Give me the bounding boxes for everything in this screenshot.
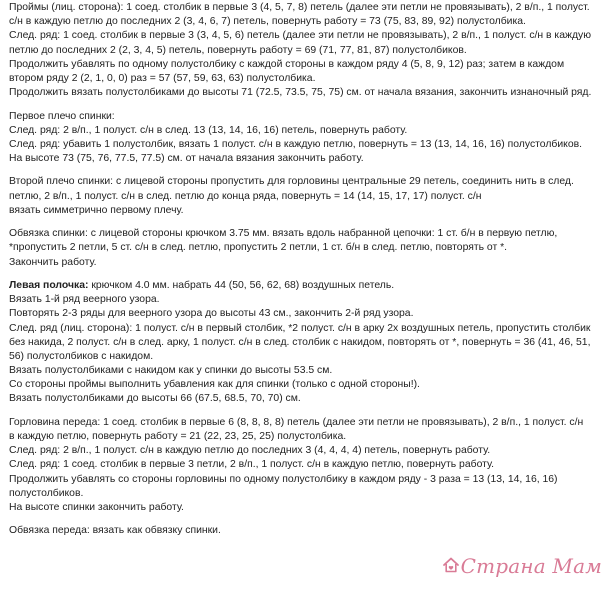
text-line: Вязать 1-й ряд веерного узора. (9, 294, 160, 306)
text-line: Продолжить вязать полустолбиками до высоты 71 (72.5, 73.5, 75, 75) см. от начала вязания, закончить изнаночный ряд. (9, 87, 592, 99)
paragraph-front-edging (9, 524, 607, 538)
text-line: След. ряд: убавить 1 полустолбик, вязать 1 полуст. с/н в каждую петлю, повернуть = 13 (13, 14, 16, 16) полустолбиков. (9, 138, 583, 150)
paragraph-gap (9, 407, 607, 416)
document-body (9, 1, 607, 539)
text-line: Первое плечо спинки: (9, 110, 115, 122)
paragraph-back-edging (9, 227, 607, 270)
paragraph-gap (9, 100, 607, 109)
text-line: На высоте 73 (75, 76, 77.5, 77.5) см. от начала вязания закончить работу. (9, 153, 364, 165)
text-line: След. ряд: 2 в/п., 1 полуст. с/н в каждую петлю до последних 3 (4, 4, 4, 4) петель, повернуть работу. (9, 445, 491, 457)
paragraph-front-neckline (9, 416, 607, 515)
text-line: След. ряд: 1 соед. столбик в первые 3 (3, 4, 5, 6) петель (далее эти петли не провязывать), 2 в/п., 1 полуст. с/н в каждую (9, 30, 591, 42)
text-line: Продолжить убавлять по одному полустолбику с каждой стороны в каждом ряду 4 (5, 8, 9, 12) раз; затем в каждом (9, 58, 565, 70)
text-line: Обвязка спинки: с лицевой стороны крючком 3.75 мм. вязать вдоль набранной цепочки: 1 ст. б/н в первую петлю, (9, 228, 558, 240)
text-line: Повторять 2-3 ряды для веерного узора до высоты 43 см., закончить 2-й ряд узора. (9, 308, 414, 320)
text-line: Проймы (лиц. сторона): 1 соед. столбик в первые 3 (4, 5, 7, 8) петель (далее эти петли не провязывать), 2 в/п., 1 полуст. (9, 2, 590, 13)
text-line: Со стороны проймы выполнить убавления как для спинки (только с одной стороны!). (9, 379, 420, 391)
paragraph-armholes (9, 1, 607, 100)
text-line: без накида, 2 полуст. с/н в след. арку, 1 полуст. с/н в след. столбик с накидом, повторять от *, повернуть = 36 (41, 46, 51, (9, 336, 591, 348)
paragraph-gap (9, 270, 607, 279)
text-line: Обвязка переда: вязать как обвязку спинки. (9, 525, 221, 537)
text-line: втором ряду 2 (2, 1, 0, 0) раз = 57 (57, 59, 63, 63) полустолбика. (9, 72, 316, 84)
text-line: с/н в каждую петлю до последних 2 (3, 4, 6, 7) петель, повернуть работу = 73 (75, 83, 89, 92) полустолбика. (9, 16, 526, 28)
text-line: Вязать полустолбиками до высоты 66 (67.5, 68.5, 70, 70) см. (9, 393, 301, 405)
house-icon (442, 556, 460, 574)
paragraph-first-shoulder (9, 110, 607, 167)
paragraph-gap (9, 166, 607, 175)
text-line: 56) полустолбиков с накидом. (9, 350, 154, 362)
paragraph-second-shoulder (9, 175, 607, 218)
text-line: След. ряд (лиц. сторона): 1 полуст. с/н в первый столбик, *2 полуст. с/н в арку 2х воздушных петель, пропустить столбик (9, 322, 591, 334)
paragraph-left-front (9, 279, 607, 407)
site-watermark (442, 553, 602, 578)
text-line: Второй плечо спинки: с лицевой стороны пропустить для горловины центральные 29 петель, соединить нить в след. (9, 176, 574, 188)
text-fragment: крючком 4.0 мм. набрать 44 (50, 56, 62, 68) воздушных петель. (88, 279, 395, 291)
text-line: Горловина переда: 1 соед. столбик в первые 6 (8, 8, 8, 8) петель (далее эти петли не провязывать), 2 в/п., 1 полуст. с/н (9, 416, 584, 428)
paragraph-gap (9, 515, 607, 524)
text-line: петлю до последних 2 (2, 3, 4, 5) петель, повернуть работу = 69 (71, 77, 81, 87) полустолбиков. (9, 44, 467, 56)
text-line: вязать симметрично первому плечу. (9, 204, 184, 216)
section-heading: Левая полочка: (9, 279, 89, 291)
text-line: Продолжить убавлять со стороны горловины по одному полустолбику в каждом ряду - 3 раза = 13 (13, 14, 16, 16) (9, 473, 558, 485)
text-line (9, 279, 607, 293)
text-line: *пропустить 2 петли, 5 ст. с/н в след. петлю, пропустить 2 петли, 1 ст. б/н в след. петлю, повторять от *. (9, 242, 508, 254)
text-line: в каждую петлю, повернуть работу = 21 (22, 23, 25, 25) полустолбика. (9, 431, 347, 442)
text-line: полустолбиков. (9, 487, 84, 499)
text-line: петлю, 2 в/п., 1 полуст. с/н в след. петлю до конца ряда, повернуть = 14 (14, 15, 17, 17) полуст. с/н (9, 190, 482, 202)
text-line: Закончить работу. (9, 256, 97, 268)
text-line: На высоте спинки закончить работу. (9, 501, 184, 513)
text-line: След. ряд: 1 соед. столбик в первые 3 петли, 2 в/п., 1 полуст. с/н в каждую петлю, повернуть работу. (9, 459, 495, 471)
watermark-text: Страна Мам (460, 553, 602, 578)
text-line: След. ряд: 2 в/п., 1 полуст. с/н в след. 13 (13, 14, 16, 16) петель, повернуть работу. (9, 124, 408, 136)
paragraph-gap (9, 218, 607, 227)
text-line: Вязать полустолбиками с накидом как у спинки до высоты 53.5 см. (9, 365, 333, 377)
